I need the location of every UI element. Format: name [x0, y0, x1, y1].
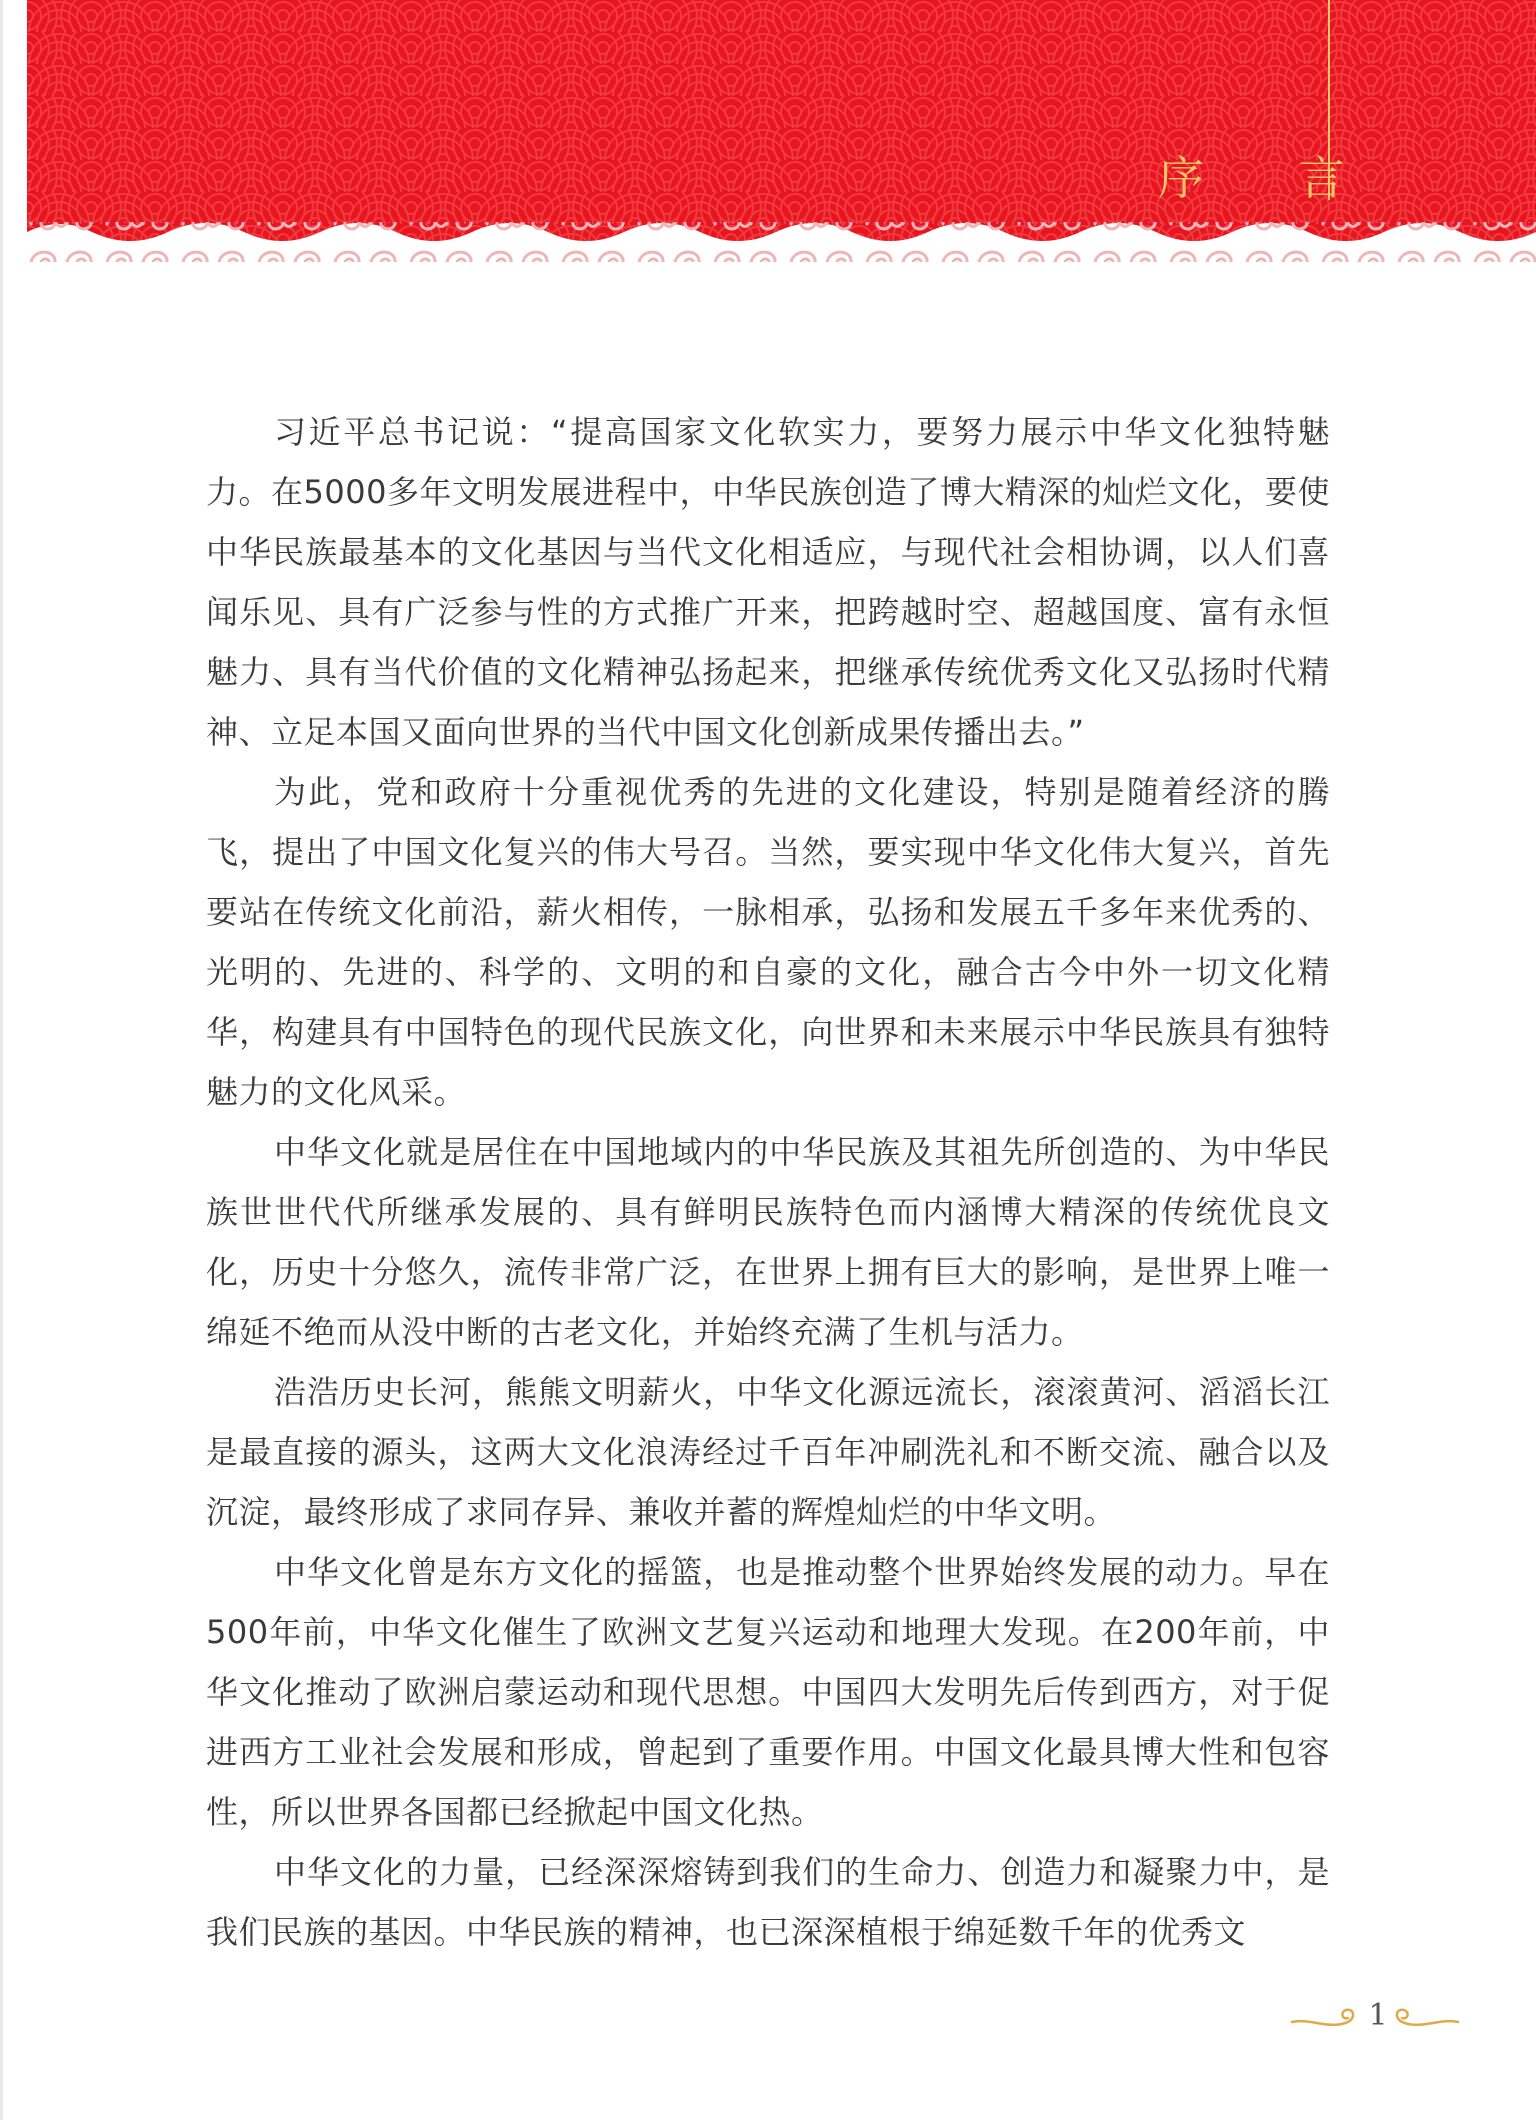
- paragraph: 中华文化就是居住在中国地域内的中华民族及其祖先所创造的、为中华民族世世代代所继承发展的、具有鲜明民族特色而内涵博大精深的传统优良文化，历史十分悠久，流传非常广泛，在世界上拥有巨大的影响，是世界上唯一绵延不绝而从没中断的古老文化，并始终充满了生机与活力。: [206, 1133, 1330, 1351]
- header-banner: [27, 0, 1536, 262]
- page-edge-line: [0, 0, 3, 2120]
- wave-pattern-banner: [27, 0, 1536, 262]
- paragraph: 浩浩历史长河，熊熊文明薪火，中华文化源远流长，滚滚黄河、滔滔长江是最直接的源头，这两大文化浪涛经过千百年冲刷洗礼和不断交流、融合以及沉淀，最终形成了求同存异、兼收并蓄的辉煌灿烂的中华文明。: [206, 1373, 1330, 1531]
- paragraph: 习近平总书记说：“提高国家文化软实力，要努力展示中华文化独特魅力。在5000多年文明发展进程中，中华民族创造了博大精深的灿烂文化，要使中华民族最基本的文化基因与当代文化相适应，与现代社会相协调，以人们喜闻乐见、具有广泛参与性的方式推广开来，把跨越时空、超越国度、富有永恒魅力、具有当代价值的文化精神弘扬起来，把继承传统优秀文化又弘扬时代精神、立足本国又面向世界的当代中国文化创新成果传播出去。”: [206, 413, 1330, 751]
- page-number: 1: [1368, 1998, 1388, 2033]
- paragraph: 中华文化的力量，已经深深熔铸到我们的生命力、创造力和凝聚力中，是我们民族的基因。中华民族的精神，也已深深植根于绵延数千年的优秀文: [206, 1853, 1330, 1951]
- chapter-title: 序 言: [1158, 151, 1385, 205]
- paragraph: 中华文化曾是东方文化的摇篮，也是推动整个世界始终发展的动力。早在500年前，中华文化催生了欧洲文艺复兴运动和地理大发现。在200年前，中华文化推动了欧洲启蒙运动和现代思想。中国四大发明先后传到西方，对于促进西方工业社会发展和形成，曾起到了重要作用。中国文化最具博大性和包容性，所以世界各国都已经掀起中国文化热。: [206, 1553, 1330, 1831]
- paragraph: 为此，党和政府十分重视优秀的先进的文化建设，特别是随着经济的腾飞，提出了中国文化复兴的伟大号召。当然，要实现中华文化伟大复兴，首先要站在传统文化前沿，薪火相传，一脉相承，弘扬和发展五千多年来优秀的、光明的、先进的、科学的、文明的和自豪的文化，融合古今中外一切文化精华，构建具有中国特色的现代民族文化，向世界和未来展示中华民族具有独特魅力的文化风采。: [206, 773, 1330, 1111]
- preface-body: [206, 402, 1330, 1962]
